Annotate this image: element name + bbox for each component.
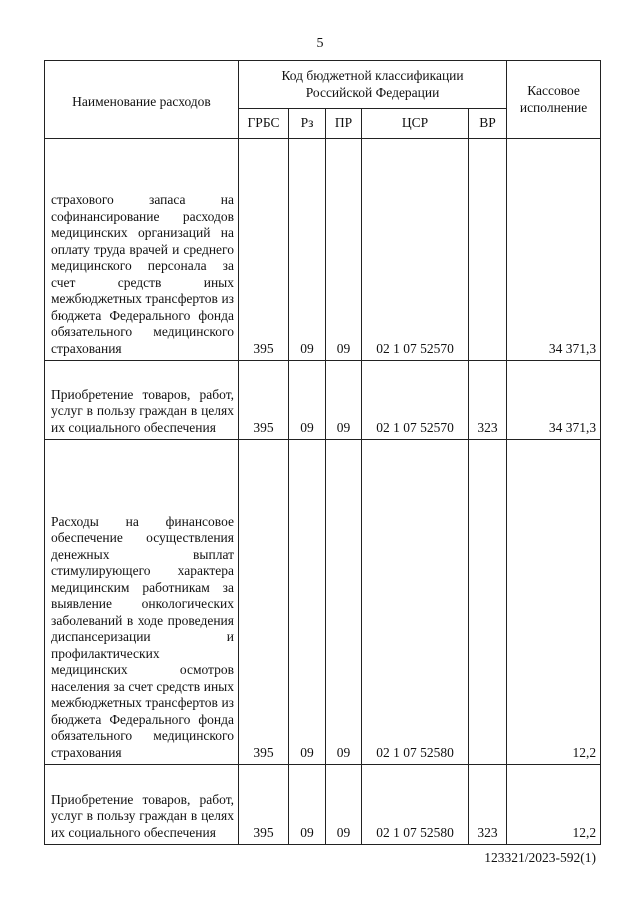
row-vr [469, 440, 507, 765]
row-rz: 09 [289, 139, 326, 361]
header-row-1 [45, 61, 601, 109]
row-csr: 02 1 07 52580 [362, 440, 469, 765]
header-code-group: Код бюджетной классификации Российской Федерации [239, 61, 507, 109]
table-row [45, 765, 601, 845]
row-pr: 09 [326, 361, 362, 440]
row-vr: 323 [469, 765, 507, 845]
header-grbs: ГРБС [239, 109, 289, 139]
header-name: Наименование расходов [45, 61, 239, 139]
row-vr: 323 [469, 361, 507, 440]
row-grbs: 395 [239, 361, 289, 440]
header-pr: ПР [326, 109, 362, 139]
row-amount: 12,2 [507, 440, 601, 765]
row-csr: 02 1 07 52570 [362, 361, 469, 440]
row-name: Расходы на финансовое обеспечение осуществления денежных выплат стимулирующего характера медицинским работникам за выявление онкологических заболеваний в ходе проведения диспансеризации и профилактических медицинских осмотров населения за счет средств иных межбюджетных трансфертов из бюджета Федерального фонда обязательного медицинского страхования [45, 440, 239, 765]
table-row [45, 139, 601, 361]
document-code: 123321/2023-592(1) [484, 850, 596, 865]
row-grbs: 395 [239, 139, 289, 361]
table-row [45, 440, 601, 765]
budget-table [44, 60, 601, 845]
row-rz: 09 [289, 361, 326, 440]
row-csr: 02 1 07 52570 [362, 139, 469, 361]
row-pr: 09 [326, 765, 362, 845]
row-pr: 09 [326, 139, 362, 361]
row-pr: 09 [326, 440, 362, 765]
row-name: Приобретение товаров, работ, услуг в пользу граждан в целях их социального обеспечения [45, 361, 239, 440]
row-csr: 02 1 07 52580 [362, 765, 469, 845]
header-csr: ЦСР [362, 109, 469, 139]
row-amount: 12,2 [507, 765, 601, 845]
page-number: 5 [316, 36, 324, 51]
header-kassa: Кассовое исполнение [507, 61, 601, 139]
row-rz: 09 [289, 765, 326, 845]
row-grbs: 395 [239, 440, 289, 765]
row-grbs: 395 [239, 765, 289, 845]
row-rz: 09 [289, 440, 326, 765]
row-amount: 34 371,3 [507, 139, 601, 361]
row-vr [469, 139, 507, 361]
row-name: Приобретение товаров, работ, услуг в пользу граждан в целях их социального обеспечения [45, 765, 239, 845]
header-rz: Рз [289, 109, 326, 139]
table-row [45, 361, 601, 440]
row-amount: 34 371,3 [507, 361, 601, 440]
header-vr: ВР [469, 109, 507, 139]
row-name: страхового запаса на софинансирование расходов медицинских организаций на оплату труда врачей и среднего медицинского персонала за счет средств иных межбюджетных трансфертов из бюджета Федерального фонда обязательного медицинского страхования [45, 139, 239, 361]
